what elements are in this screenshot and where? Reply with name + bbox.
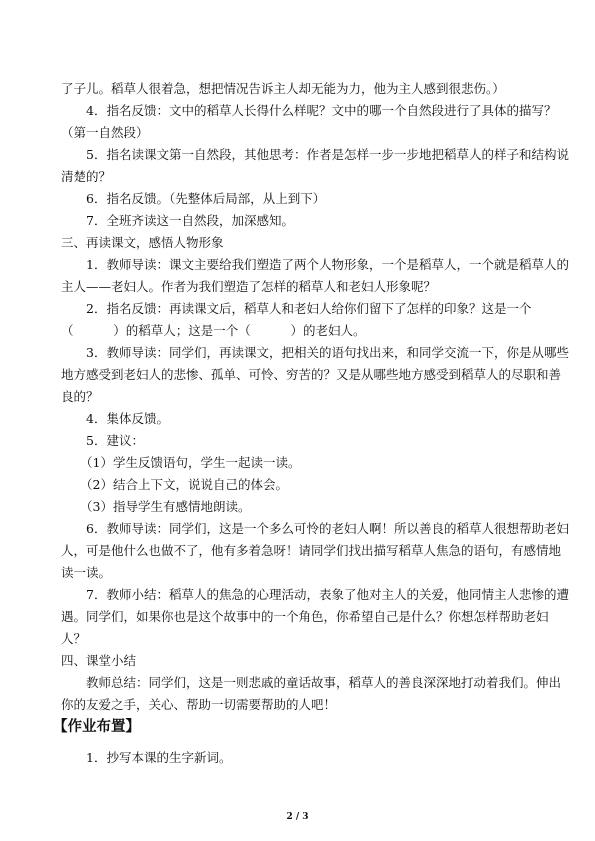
text-line: 1．抄写本课的生字新词。 — [86, 750, 232, 765]
homework-heading: 【作业布置】 — [53, 719, 140, 735]
text-line: 2．指名反馈：再读课文后，稻草人和老妇人给你们留下了怎样的印象？这是一个 — [86, 301, 532, 316]
text-line: 7．全班齐读这一自然段，加深感知。 — [86, 213, 294, 228]
text-line: 良的？ — [61, 389, 99, 404]
text-line: 读一读。 — [61, 565, 112, 580]
text-line: 了子儿。稻草人很着急，想把情况告诉主人却无能为力，他为主人感到很悲伤。） — [61, 81, 505, 96]
text-line: 5．指名读课文第一自然段，其他思考：作者是怎样一步一步地把稻草人的样子和结构说 — [86, 147, 569, 162]
text-line: 6．指名反馈。（先整体后局部，从上到下） — [86, 191, 326, 206]
text-line: （1）学生反馈语句，学生一起读一读。 — [80, 455, 301, 470]
page-number: 2 / 3 — [286, 812, 309, 822]
text-line: 主人——老妇人。作者为我们塑造了怎样的稻草人和老妇人形象呢？ — [61, 279, 437, 294]
text-line: （3）指导学生有感情地朗读。 — [80, 499, 251, 514]
section-heading: 三、再读课文，感悟人物形象 — [61, 235, 224, 250]
text-line: 遇。同学们，如果你也是这个故事中的一个角色，你希望自己是什么？你想怎样帮助老妇 — [61, 609, 549, 624]
text-line: 地方感受到老妇人的悲惨、孤单、可怜、穷苦的？又是从哪些地方感受到稻草人的尽职和善 — [61, 367, 562, 382]
text-line: 7．教师小结：稻草人的焦急的心理活动，表象了他对主人的关爱，他同情主人悲惨的遭 — [86, 587, 569, 602]
text-line: 6．教师导读：同学们，这是一个多么可怜的老妇人啊！所以善良的稻草人很想帮助老妇 — [86, 521, 569, 536]
text-line: 人？ — [61, 631, 87, 646]
text-line: （第一自然段） — [61, 125, 149, 140]
section-heading: 四、课堂小结 — [61, 653, 137, 668]
text-line: 3．教师导读：同学们，再读课文，把相关的语句找出来，和同学交流一下，你是从哪些 — [86, 345, 569, 360]
text-line: 1．教师导读：课文主要给我们塑造了两个人物形象，一个是稻草人，一个就是稻草人的 — [86, 257, 569, 272]
fill-in-blank-line: （ ）的稻草人；这是一个（ ）的老妇人。 — [61, 323, 366, 338]
text-line: 4．指名反馈：文中的稻草人长得什么样呢？文中的哪一个自然段进行了具体的描写？ — [86, 103, 557, 118]
text-line: 你的友爱之手，关心、帮助一切需要帮助的人吧！ — [61, 697, 337, 712]
text-line: 教师总结：同学们，这是一则悲戚的童话故事，稻草人的善良深深地打动着我们。伸出 — [86, 675, 562, 690]
text-line: （2）结合上下文，说说自己的体会。 — [80, 477, 288, 492]
text-line: 人，可是他什么也做不了，他有多着急呀！请同学们找出描写稻草人焦急的语句，有感情地 — [61, 543, 562, 558]
text-line: 5．建议： — [86, 433, 144, 448]
text-line: 4．集体反馈。 — [86, 411, 169, 426]
text-line: 清楚的？ — [61, 169, 112, 184]
